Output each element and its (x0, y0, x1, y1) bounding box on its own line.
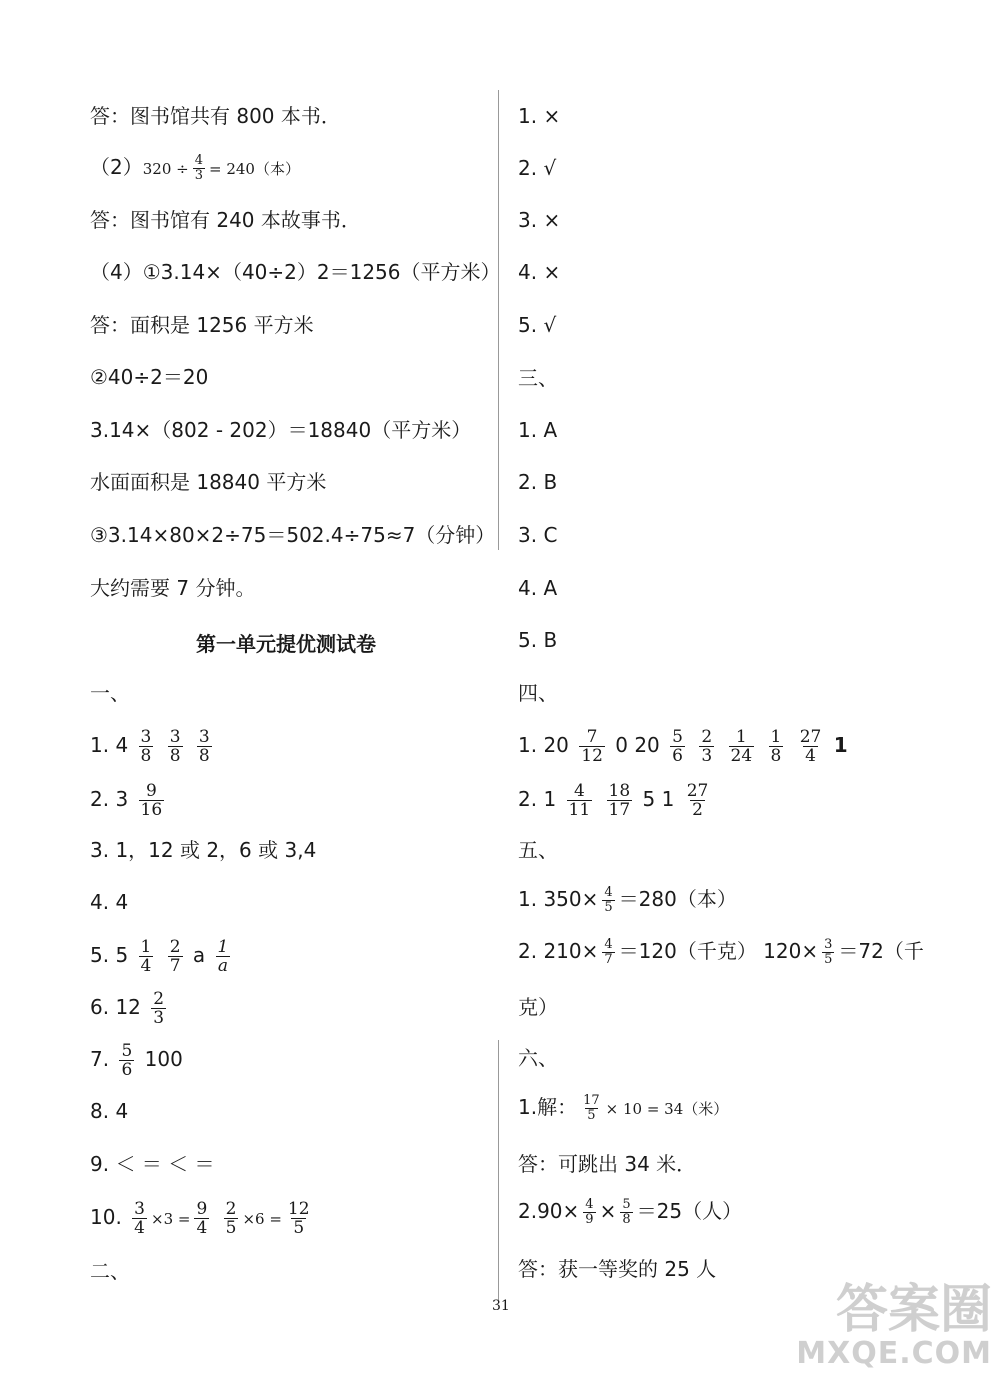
answer-line-8: 水面面积是 18840 平方米 (90, 470, 327, 494)
section-heading-3: 三、 (518, 366, 558, 390)
section-heading-6: 六、 (518, 1046, 558, 1070)
choice-2: 2. B (518, 470, 558, 494)
answer-line-3: 答：图书馆有 240 本故事书． (90, 208, 361, 232)
word-problem-1: 1. 350× $\frac{4}{5}$ ＝280（本） (518, 885, 737, 915)
answer-line-1: 答：图书馆共有 800 本书． (90, 104, 341, 128)
fraction: $\frac{2}{3}$ (153, 989, 165, 1028)
fraction: $\frac{2}{5}$ (225, 1199, 237, 1238)
page-number: 31 (492, 1298, 510, 1314)
column-divider-bottom (498, 1040, 499, 1300)
fraction: $\frac{5}{6}$ (672, 727, 683, 766)
question-10: 10. $\frac{3}{4}$ ×3 = $\frac{9}{4}$ $\frac{2}{5}$ ×6 = $\frac{12}{5}$ (90, 1199, 310, 1238)
fraction: $\frac{3}{5}$ (824, 937, 833, 967)
judge-5: 5. √ (518, 313, 557, 337)
fraction: $\frac{4}{5}$ (604, 885, 613, 915)
judge-4: 4. × (518, 260, 561, 284)
judge-3: 3. × (518, 208, 561, 232)
section-title: 第一单元提优测试卷 (196, 632, 376, 656)
question-6: 6. 12 $\frac{2}{3}$ (90, 989, 165, 1028)
fill-1: 1. 20 $\frac{7}{12}$ 0 20 $\frac{5}{6}$ $\frac{2}{3}$ $\frac{1}{24}$ $\frac{1}{8}$ $\frac{27}{4}$ 1 (518, 727, 848, 766)
fraction: $\frac{12}{5}$ (287, 1199, 310, 1238)
question-8: 8. 4 (90, 1099, 129, 1123)
fraction: $\frac{4}{7}$ (604, 937, 613, 967)
fraction: $\frac{4}{3}$ (194, 153, 203, 183)
fraction: $\frac{18}{17}$ (608, 781, 631, 820)
answer-line-10: 大约需要 7 分钟。 (90, 576, 256, 600)
judge-2: 2. √ (518, 156, 557, 180)
fraction: $\frac{7}{12}$ (581, 727, 603, 766)
fraction: $\frac{3}{8}$ (140, 727, 152, 766)
section-heading-2: 二、 (90, 1259, 130, 1283)
solution-2-answer: 答：获一等奖的 25 人 (518, 1257, 717, 1281)
choice-4: 4. A (518, 576, 558, 600)
watermark-logo: 答案圈 MXQE.COM (796, 1280, 992, 1371)
choice-3: 3. C (518, 523, 558, 547)
fraction: $\frac{9}{16}$ (140, 781, 163, 820)
fraction: $\frac{2}{3}$ (701, 727, 713, 766)
fraction: $\frac{3}{8}$ (198, 727, 210, 766)
fraction: $\frac{1}{a}$ (217, 937, 229, 976)
fraction: $\frac{5}{6}$ (121, 1041, 133, 1080)
answer-line-6: ②40÷2＝20 (90, 365, 209, 389)
answer-line-4: （4）①3.14×（40÷2）2＝1256（平方米） (90, 260, 501, 284)
fraction: $\frac{1}{24}$ (730, 727, 753, 766)
fraction: $\frac{27}{4}$ (799, 727, 822, 766)
fill-2: 2. 1 $\frac{4}{11}$ $\frac{18}{17}$ 5 1 $\frac{27}{2}$ (518, 781, 709, 820)
fraction: $\frac{9}{4}$ (196, 1199, 208, 1238)
column-divider-top (498, 90, 499, 550)
answer-line-5: 答：面积是 1256 平方米 (90, 313, 314, 337)
choice-5: 5. B (518, 628, 558, 652)
question-1: 1. 4 $\frac{3}{8}$ $\frac{3}{8}$ $\frac{3}{8}$ (90, 727, 210, 766)
answer-line-9: ③3.14×80×2÷75＝502.4÷75≈7（分钟） (90, 523, 496, 547)
solution-1: 1.解： $\frac{17}{5}$ × 10 = 34（米） (518, 1093, 729, 1123)
fraction: $\frac{1}{8}$ (770, 727, 782, 766)
question-4: 4. 4 (90, 890, 129, 914)
judge-1: 1. × (518, 104, 561, 128)
section-heading-5: 五、 (518, 838, 558, 862)
fraction: $\frac{17}{5}$ (583, 1093, 600, 1123)
solution-1-answer: 答：可跳出 34 米． (518, 1152, 697, 1176)
fraction: $\frac{4}{9}$ (585, 1197, 594, 1227)
question-7: 7. $\frac{5}{6}$ 100 (90, 1041, 183, 1080)
answer-line-7: 3.14×（802 - 202）＝18840（平方米） (90, 418, 472, 442)
question-5: 5. 5 $\frac{1}{4}$ $\frac{2}{7}$ a $\frac{1}{a}$ (90, 937, 229, 976)
question-3: 3. 1，12 或 2，6 或 3,4 (90, 838, 317, 862)
section-heading-4: 四、 (518, 681, 558, 705)
choice-1: 1. A (518, 418, 558, 442)
fraction: $\frac{3}{4}$ (134, 1199, 145, 1238)
question-2: 2. 3 $\frac{9}{16}$ (90, 781, 163, 820)
fraction: $\frac{1}{4}$ (140, 937, 152, 976)
fraction: $\frac{5}{8}$ (622, 1197, 631, 1227)
section-heading-1: 一、 (90, 681, 130, 705)
fraction: $\frac{3}{8}$ (169, 727, 181, 766)
fraction: $\frac{4}{11}$ (568, 781, 591, 820)
fraction: $\frac{2}{7}$ (169, 937, 181, 976)
word-problem-2-continued: 克） (518, 995, 558, 1019)
question-9: 9. ＜ ＝ ＜ ＝ (90, 1152, 215, 1176)
word-problem-2: 2. 210× $\frac{4}{7}$ ＝120（千克） 120× $\frac{3}{5}$ ＝72（千 (518, 937, 924, 967)
fraction: $\frac{27}{2}$ (686, 781, 709, 820)
answer-line-2: （2）320 ÷ $\frac{4}{3}$ = 240（本） (90, 153, 300, 183)
solution-2: 2.90× $\frac{4}{9}$ × $\frac{5}{8}$ ＝25（人） (518, 1197, 743, 1227)
